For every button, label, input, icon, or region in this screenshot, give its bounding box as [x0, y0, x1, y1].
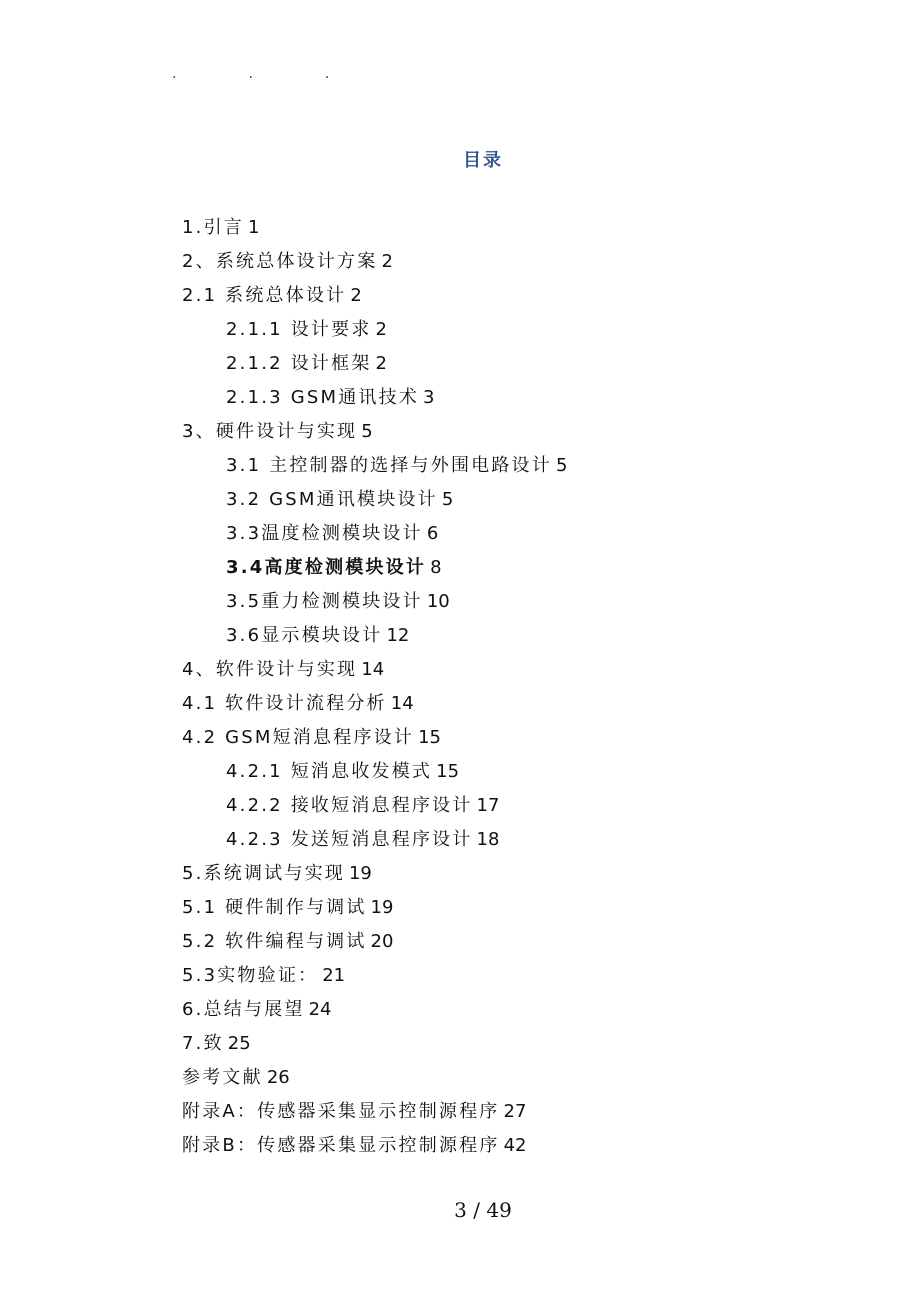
toc-entry[interactable] — [0, 315, 920, 349]
toc-entry-page: 14 — [390, 693, 414, 714]
toc-entry[interactable] — [0, 791, 920, 825]
toc-entry[interactable] — [0, 485, 920, 519]
toc-entry-text: 7.致 — [182, 1033, 224, 1054]
toc-entry[interactable] — [0, 655, 920, 689]
toc-entry[interactable] — [0, 995, 920, 1029]
toc-entry[interactable] — [0, 1131, 920, 1165]
toc-entry-text: 5.系统调试与实现 — [182, 863, 345, 884]
toc-entry-text: 2、系统总体设计方案 — [182, 251, 378, 272]
toc-entry[interactable] — [0, 349, 920, 383]
toc-entry-text: 4、软件设计与实现 — [182, 659, 358, 680]
toc-entry[interactable] — [0, 621, 920, 655]
toc-entry[interactable] — [0, 247, 920, 281]
toc-entry-text: 5.3实物验证： — [182, 965, 319, 986]
toc-entry[interactable] — [0, 1063, 920, 1097]
toc-entry-page: 5 — [441, 489, 454, 510]
toc-entry-text: 6.总结与展望 — [182, 999, 305, 1020]
toc-entry-page: 17 — [476, 795, 500, 816]
toc-entry-text: 附录A：传感器采集显示控制源程序 — [182, 1101, 500, 1122]
toc-entry-page: 15 — [418, 727, 441, 748]
toc-entry-page: 42 — [503, 1135, 527, 1156]
toc-entry-page: 5 — [555, 455, 568, 476]
toc-entry-text: 4.2.2 接收短消息程序设计 — [226, 795, 473, 816]
toc-entry[interactable] — [0, 1097, 920, 1131]
toc-entry[interactable] — [0, 927, 920, 961]
toc-entry-page: 14 — [361, 659, 385, 680]
header-dot: . — [324, 66, 330, 82]
toc-entry-page: 25 — [227, 1033, 251, 1054]
toc-entry-page: 5 — [361, 421, 373, 442]
toc-entry-text: 3、硬件设计与实现 — [182, 421, 358, 442]
toc-entry-page: 6 — [426, 523, 439, 544]
toc-entry-text: 3.3温度检测模块设计 — [226, 523, 423, 544]
toc-entry-text: 1.引言 — [182, 217, 244, 238]
toc-entry-page: 26 — [266, 1067, 290, 1088]
toc-entry-page: 2 — [381, 251, 393, 272]
toc-entry-page: 2 — [375, 353, 387, 374]
toc-entry-text: 4.1 软件设计流程分析 — [182, 693, 387, 714]
toc-entry[interactable] — [0, 689, 920, 723]
toc-entry-page: 24 — [308, 999, 332, 1020]
toc-entry[interactable] — [0, 417, 920, 451]
toc-entry[interactable] — [0, 451, 920, 485]
toc-entry-page: 19 — [348, 863, 372, 884]
toc-entry-text: 4.2 GSM短消息程序设计 — [182, 727, 415, 748]
header-dot: . — [248, 66, 253, 82]
toc-entry-text: 3.4高度检测模块设计 — [226, 557, 427, 578]
toc-entry-page: 2 — [350, 285, 362, 306]
toc-title: 目录 — [463, 150, 503, 171]
toc-entry-page: 12 — [386, 625, 410, 646]
toc-entry-page: 8 — [430, 557, 442, 578]
toc-entry-text: 2.1.2 设计框架 — [226, 353, 372, 374]
toc-entry-page: 20 — [370, 931, 394, 952]
toc-entry[interactable] — [0, 519, 920, 553]
toc-entry-text: 3.2 GSM通讯模块设计 — [226, 489, 438, 510]
toc-entry-text: 附录B：传感器采集显示控制源程序 — [182, 1135, 500, 1156]
toc-entry-text: 2.1.1 设计要求 — [226, 319, 372, 340]
toc-entry-page: 3 — [423, 387, 435, 408]
toc-list — [0, 213, 920, 1165]
toc-entry[interactable] — [0, 961, 920, 995]
toc-entry[interactable] — [0, 383, 920, 417]
toc-entry-page: 19 — [370, 897, 394, 918]
toc-entry-text: 5.2 软件编程与调试 — [182, 931, 367, 952]
toc-entry-text: 4.2.1 短消息收发模式 — [226, 761, 433, 782]
toc-entry-text: 4.2.3 发送短消息程序设计 — [226, 829, 473, 850]
toc-entry[interactable] — [0, 281, 920, 315]
toc-entry-page: 1 — [247, 217, 260, 238]
toc-entry-page: 10 — [426, 591, 450, 612]
toc-entry-page: 15 — [436, 761, 460, 782]
toc-entry-text: 参考文献 — [182, 1067, 263, 1088]
toc-entry-page: 2 — [375, 319, 387, 340]
toc-entry[interactable] — [0, 757, 920, 791]
toc-entry-text: 2.1.3 GSM通讯技术 — [226, 387, 420, 408]
toc-entry[interactable] — [0, 825, 920, 859]
toc-entry-page: 27 — [503, 1101, 527, 1122]
toc-entry-text: 3.6显示模块设计 — [226, 625, 383, 646]
toc-entry-text: 3.1 主控制器的选择与外围电路设计 — [226, 455, 552, 476]
page-indicator: 3 / 49 — [454, 1198, 512, 1222]
toc-entry-text: 5.1 硬件制作与调试 — [182, 897, 367, 918]
toc-entry[interactable] — [0, 723, 920, 757]
toc-entry-page: 18 — [476, 829, 500, 850]
toc-entry[interactable] — [0, 859, 920, 893]
toc-entry[interactable] — [0, 553, 920, 587]
header-dot: . — [172, 66, 177, 82]
toc-entry[interactable] — [0, 213, 920, 247]
toc-entry-text: 2.1 系统总体设计 — [182, 285, 347, 306]
header-dots — [172, 66, 401, 82]
toc-entry[interactable] — [0, 893, 920, 927]
toc-entry-text: 3.5重力检测模块设计 — [226, 591, 423, 612]
toc-entry[interactable] — [0, 1029, 920, 1063]
toc-entry[interactable] — [0, 587, 920, 621]
toc-entry-page: 21 — [322, 965, 346, 986]
